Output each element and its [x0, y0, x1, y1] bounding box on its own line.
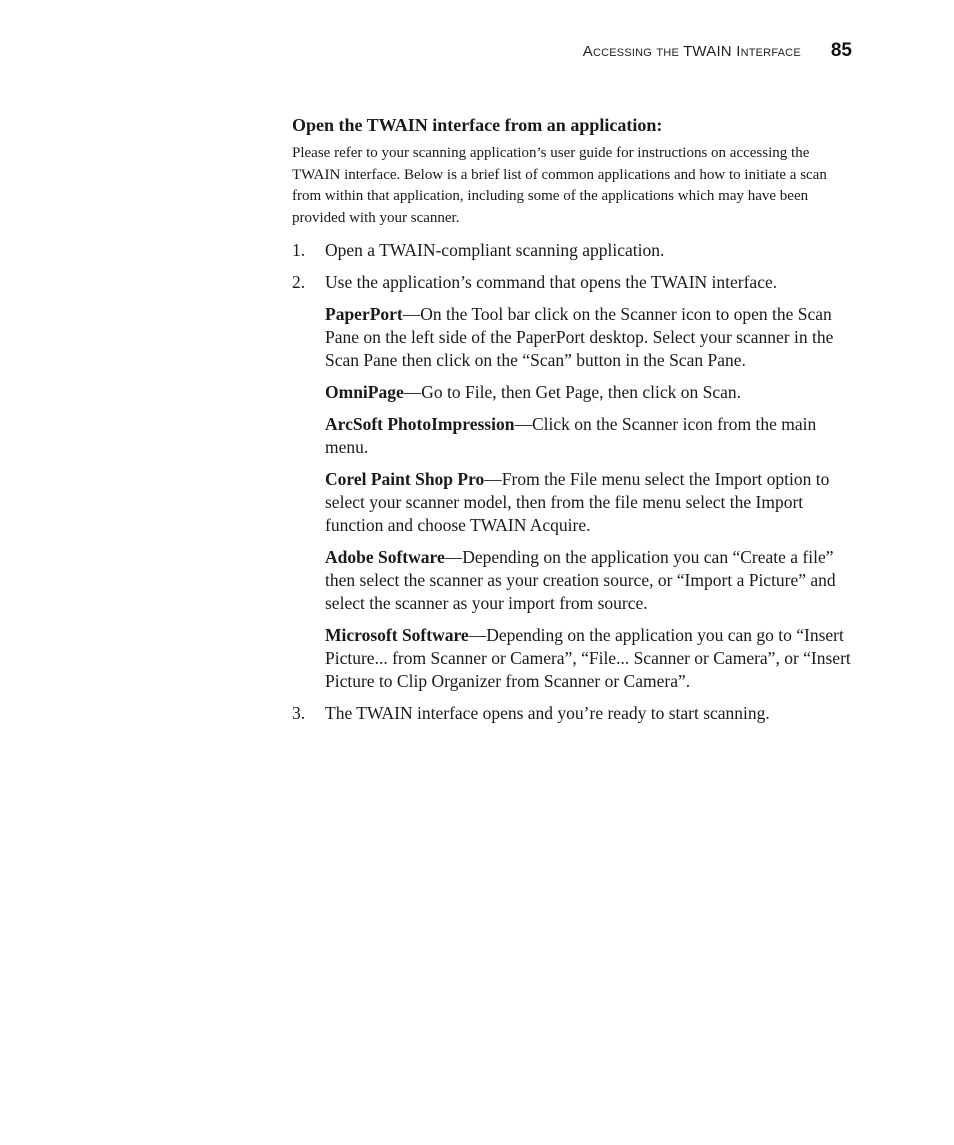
app-name: PaperPort — [325, 304, 403, 324]
app-description: —From the File menu select the Import option to select your scanner model, then from the file menu select the Import function and choose TWAIN Acquire. — [325, 469, 830, 535]
procedure-heading: Open the TWAIN interface from an application: — [292, 115, 663, 135]
app-name: Adobe Software — [325, 547, 445, 567]
step-text: The TWAIN interface opens and you’re ready to start scanning. — [325, 703, 770, 723]
step-3 — [292, 702, 854, 725]
running-header-title: Accessing the TWAIN Interface — [582, 43, 801, 60]
step-1 — [292, 239, 854, 262]
app-entry-omnipage — [325, 381, 854, 404]
app-entry-microsoft — [325, 624, 854, 693]
app-description: —On the Tool bar click on the Scanner icon to open the Scan Pane on the left side of the PaperPort desktop. Select your scanner in the Scan Pane then click on the “Scan” button in the Scan Pane. — [325, 304, 834, 370]
step-text: Open a TWAIN-compliant scanning application. — [325, 240, 665, 260]
app-description: —Depending on the application you can go to “Insert Picture... from Scanner or Camera”, “File... Scanner or Camera”, or “Insert Picture to Clip Organizer from Scanner or Camera”. — [325, 625, 851, 691]
step-number: 3. — [292, 703, 306, 723]
running-header — [583, 40, 852, 62]
step-number: 2. — [292, 272, 306, 292]
step-number: 1. — [292, 240, 306, 260]
app-description: —Click on the Scanner icon from the main menu. — [325, 414, 817, 457]
app-description: —Depending on the application you can “Create a file” then select the scanner as your creation source, or “Import a Picture” and select the scanner as your import from source. — [325, 547, 836, 613]
app-entry-corel — [325, 468, 854, 537]
app-name: ArcSoft PhotoImpression — [325, 414, 515, 434]
app-entry-arcsoft — [325, 413, 854, 459]
intro-paragraph: Please refer to your scanning application’s user guide for instructions on accessing the TWAIN interface. Below is a brief list of common applications and how to initiate a scan from within that application, including some of the applications which may have been provided with your scanner. — [292, 145, 827, 226]
app-entry-paperport — [325, 303, 854, 372]
app-name: Corel Paint Shop Pro — [325, 469, 485, 489]
step-text: Use the application’s command that opens the TWAIN interface. — [325, 272, 778, 292]
page-content — [292, 113, 854, 734]
app-name: OmniPage — [325, 382, 404, 402]
step-2 — [292, 271, 854, 693]
steps-list — [292, 239, 854, 725]
app-name: Microsoft Software — [325, 625, 469, 645]
app-description: —Go to File, then Get Page, then click on Scan. — [403, 382, 742, 402]
page-number: 85 — [830, 40, 852, 61]
app-entry-adobe — [325, 546, 854, 615]
